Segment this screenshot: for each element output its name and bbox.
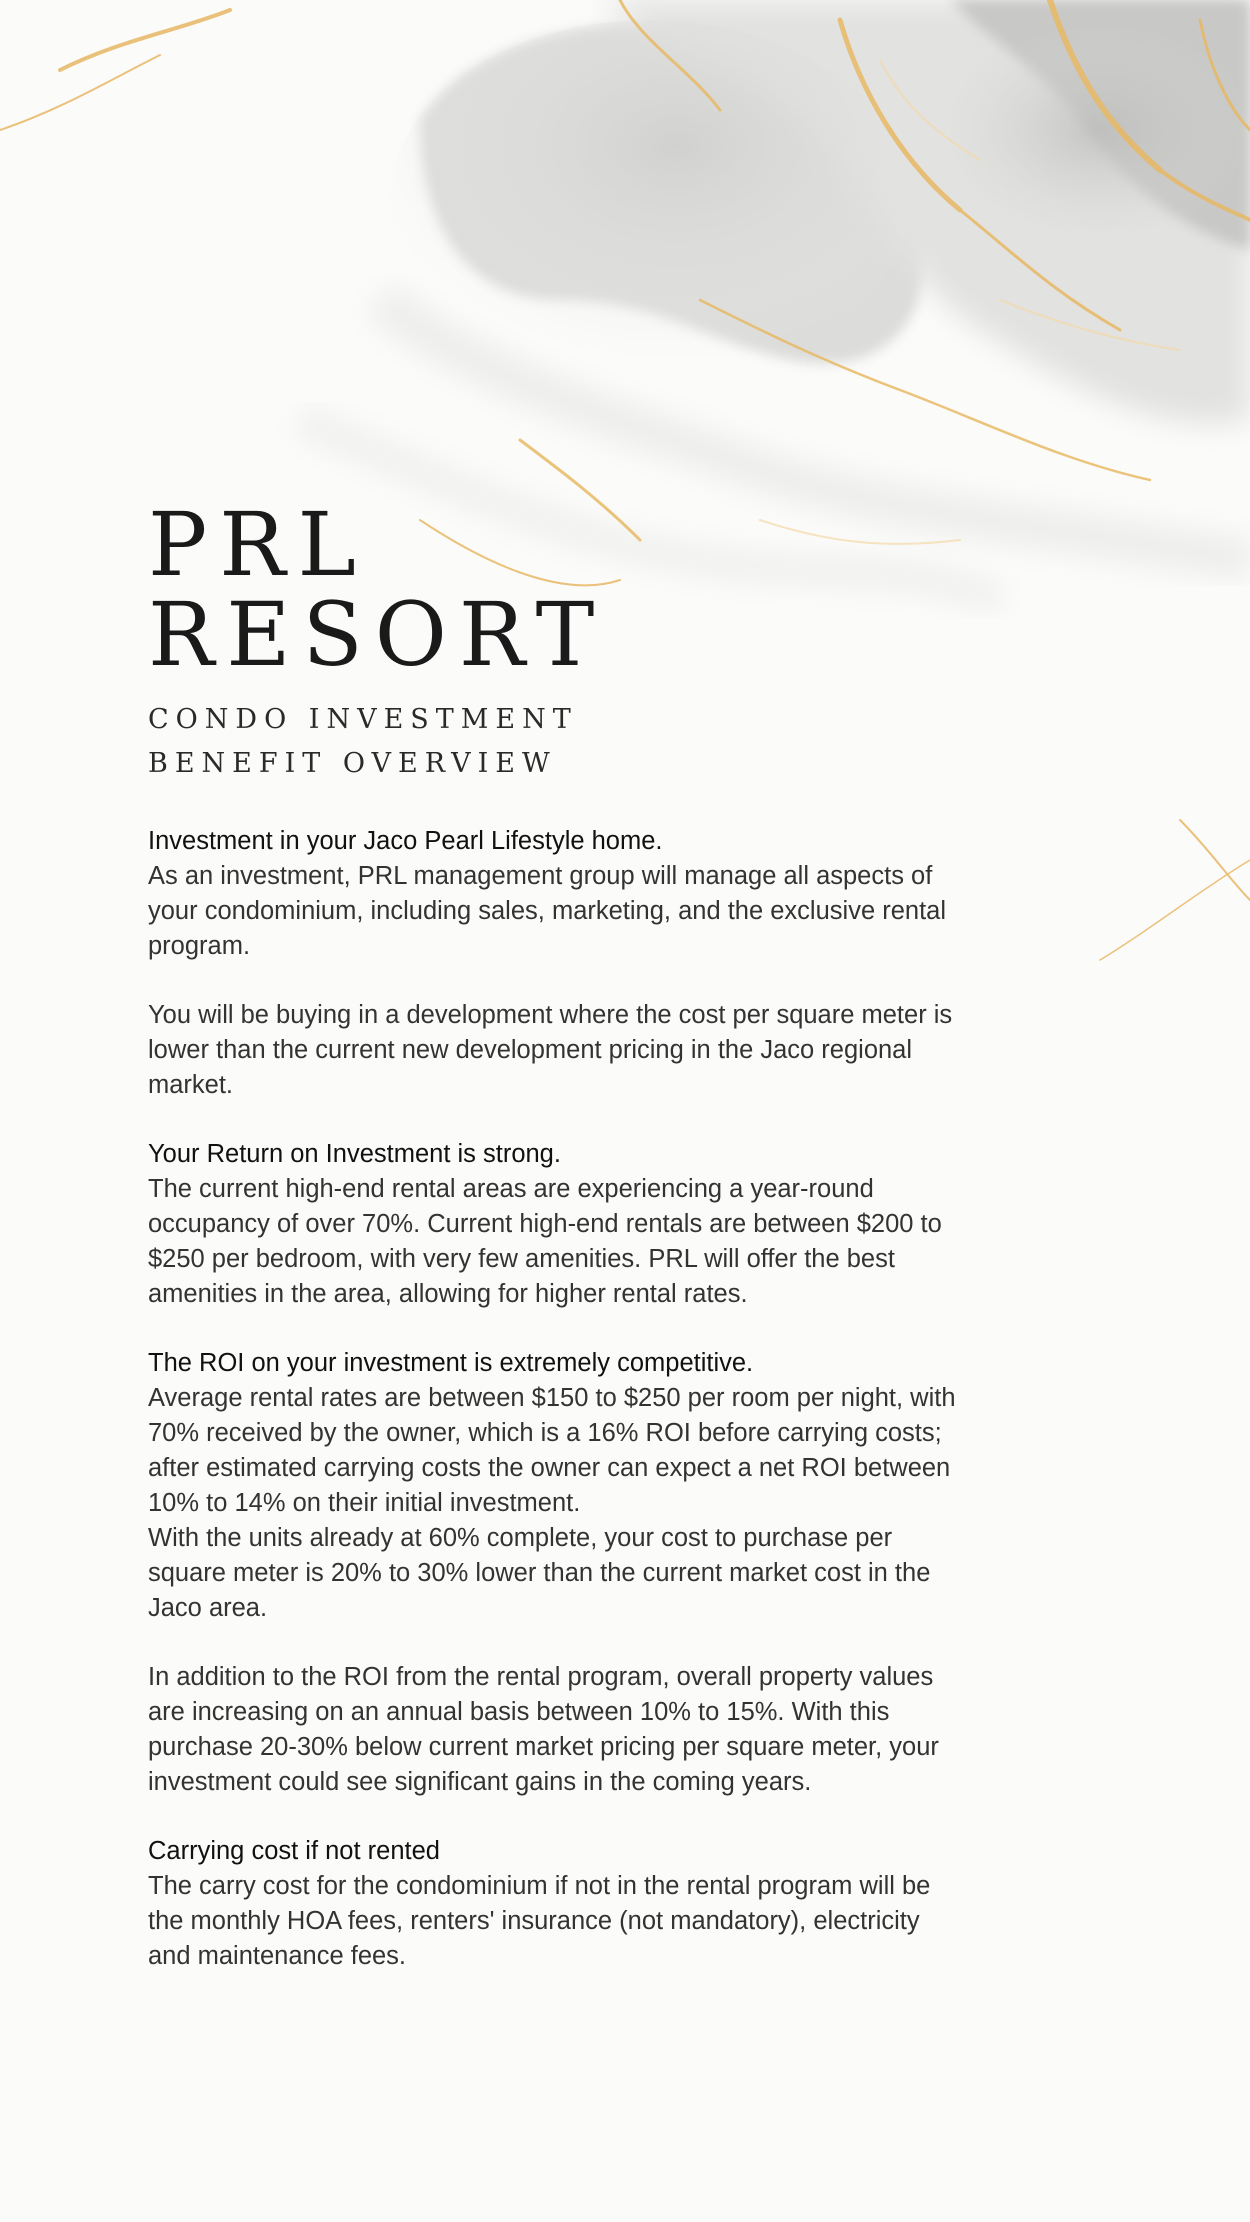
subtitle-line-1: CONDO INVESTMENT — [148, 704, 578, 735]
title-block — [148, 493, 607, 786]
title-prl: PRL — [148, 493, 368, 596]
section-property-values — [148, 1660, 968, 1800]
body-content — [148, 824, 968, 2008]
section-heading: Carrying cost if not rented — [148, 1837, 440, 1865]
section-return-on-investment — [148, 1137, 968, 1312]
section-paragraph: You will be buying in a development where the cost per square meter is lower than the current new development pricing in the Jaco regional market. — [148, 1001, 953, 1099]
section-heading: The ROI on your investment is extremely competitive. — [148, 1349, 754, 1377]
title-resort: RESORT — [148, 583, 607, 686]
section-roi-competitive — [148, 1346, 968, 1626]
section-cost-per-meter — [148, 998, 968, 1103]
section-paragraph: With the units already at 60% complete, your cost to purchase per square meter is 20% to 30% lower than the current market cost in the Jaco area. — [148, 1524, 931, 1622]
section-paragraph: The current high-end rental areas are experiencing a year-round occupancy of over 70%. Current high-end rentals are between $200 to $250 per bedroom, with very few amenities. PRL will offer the best amenities in the area, allowing for higher rental rates. — [148, 1175, 942, 1308]
section-heading: Your Return on Investment is strong. — [148, 1140, 561, 1168]
section-heading: Investment in your Jaco Pearl Lifestyle home. — [148, 827, 663, 855]
subtitle-line-2: BENEFIT OVERVIEW — [148, 748, 557, 779]
section-paragraph: As an investment, PRL management group will manage all aspects of your condominium, including sales, marketing, and the exclusive rental program. — [148, 862, 946, 960]
section-investment — [148, 824, 968, 964]
subtitle — [148, 698, 606, 786]
section-paragraph: The carry cost for the condominium if not in the rental program will be the monthly HOA fees, renters' insurance (not mandatory), electricity and maintenance fees. — [148, 1872, 931, 1970]
section-paragraph: Average rental rates are between $150 to $250 per room per night, with 70% received by the owner, which is a 16% ROI before carrying costs; after estimated carrying costs the owner can expect a net ROI between 10% to 14% on their initial investment. — [148, 1384, 956, 1517]
section-carrying-cost — [148, 1834, 968, 1974]
section-paragraph: In addition to the ROI from the rental program, overall property values are increasing on an annual basis between 10% to 15%. With this purchase 20-30% below current market pricing per square meter, your investment could see significant gains in the coming years. — [148, 1663, 939, 1796]
